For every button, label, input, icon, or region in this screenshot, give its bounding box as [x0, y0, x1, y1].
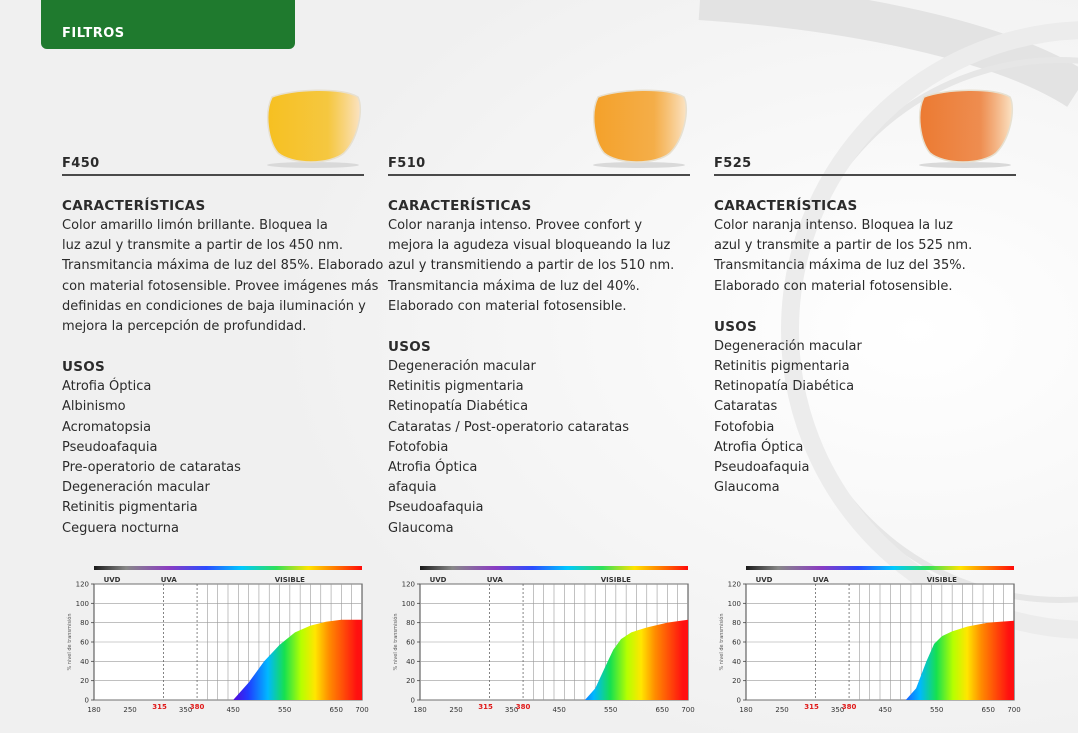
- divider: [62, 174, 364, 176]
- use-item: Retinopatía Diabética: [388, 399, 529, 415]
- filter-card-f525: [714, 0, 1021, 733]
- uses-heading: USOS: [714, 318, 758, 335]
- region-label: VISIBLE: [274, 576, 305, 584]
- y-tick-label: 0: [410, 696, 415, 705]
- uses-heading: USOS: [62, 359, 106, 376]
- x-tick-label: 315: [478, 703, 493, 711]
- use-item: Glaucoma: [388, 520, 454, 536]
- description-line: Color naranja intenso. Bloquea la luz: [714, 218, 953, 233]
- characteristics-heading: CARACTERÍSTICAS: [714, 198, 858, 214]
- y-tick-label: 120: [401, 580, 415, 589]
- x-tick-label: 350: [504, 706, 519, 714]
- region-label: UVA: [486, 576, 503, 584]
- y-axis-label: % nivel de transmisión: [393, 613, 399, 671]
- region-label: VISIBLE: [926, 576, 957, 584]
- filter-card-f450: [62, 0, 384, 733]
- y-tick-label: 100: [401, 599, 415, 608]
- x-tick-label: 550: [278, 706, 292, 714]
- use-item: Retinitis pigmentaria: [714, 359, 850, 375]
- use-item: Atrofia Óptica: [388, 460, 478, 476]
- x-tick-label: 380: [841, 703, 857, 711]
- y-tick-label: 80: [80, 619, 89, 628]
- use-item: Fotofobia: [714, 419, 775, 435]
- description-line: azul y transmitiendo a partir de los 510 nm.: [388, 258, 675, 274]
- description-line: con material fotosensible. Provee imágenes más: [62, 278, 379, 294]
- description-line: mejora la agudeza visual bloqueando la luz: [388, 238, 671, 254]
- x-tick-label: 315: [152, 703, 167, 711]
- use-item: Atrofia Óptica: [62, 379, 152, 395]
- x-tick-label: 700: [355, 706, 369, 714]
- lens-shape: [268, 90, 361, 162]
- y-tick-label: 100: [727, 599, 741, 608]
- use-item: Fotofobia: [388, 439, 449, 455]
- region-label: VISIBLE: [600, 576, 631, 584]
- region-label: UVD: [103, 576, 121, 584]
- x-tick-label: 650: [655, 706, 669, 714]
- x-tick-label: 380: [189, 703, 205, 711]
- y-axis-label: % nivel de transmisión: [719, 613, 725, 671]
- x-tick-label: 700: [681, 706, 695, 714]
- spectrum-bar: [746, 566, 1014, 570]
- description-line: Elaborado con material fotosensible.: [388, 298, 627, 314]
- lens-shape: [594, 90, 687, 162]
- region-label: UVA: [160, 576, 177, 584]
- spectrum-bar: [94, 566, 362, 570]
- y-tick-label: 20: [406, 677, 415, 686]
- description: [714, 216, 1024, 297]
- description-line: definidas en condiciones de baja iluminación y: [62, 298, 366, 314]
- y-tick-label: 40: [406, 657, 415, 666]
- divider: [714, 174, 1016, 176]
- x-tick-label: 650: [329, 706, 343, 714]
- x-tick-label: 180: [413, 706, 427, 714]
- use-item: Albinismo: [62, 399, 126, 415]
- lens-f525-icon: [914, 89, 1016, 169]
- x-tick-label: 315: [804, 703, 819, 711]
- uses-list: [388, 337, 698, 539]
- x-tick-label: 450: [552, 706, 566, 714]
- description-line: azul y transmite a partir de los 525 nm.: [714, 238, 973, 254]
- description-line: Transmitancia máxima de luz del 85%. Elaborado: [62, 258, 384, 274]
- lens-shadow: [919, 162, 1011, 168]
- characteristics-heading: CARACTERÍSTICAS: [62, 198, 206, 214]
- filter-code: F525: [714, 156, 752, 171]
- region-label: UVD: [755, 576, 773, 584]
- description-line: Transmitancia máxima de luz del 40%.: [388, 278, 640, 294]
- use-item: Retinopatía Diabética: [714, 379, 855, 395]
- description-line: Color amarillo limón brillante. Bloquea la: [62, 218, 328, 233]
- description: [62, 216, 384, 337]
- use-item: Atrofia Óptica: [714, 439, 804, 455]
- use-item: Pseudoafaquia: [714, 460, 810, 476]
- description-line: luz azul y transmite a partir de los 450 nm.: [62, 238, 344, 254]
- section-title: FILTROS: [62, 26, 125, 41]
- region-label: UVA: [812, 576, 829, 584]
- use-item: Pre-operatorio de cataratas: [62, 460, 241, 476]
- use-item: Pseudoafaquia: [62, 439, 158, 455]
- use-item: afaquia: [388, 480, 437, 496]
- y-tick-label: 20: [80, 677, 89, 686]
- x-tick-label: 450: [226, 706, 240, 714]
- use-item: Acromatopsia: [62, 419, 152, 435]
- use-item: Retinitis pigmentaria: [62, 500, 198, 516]
- description-line: mejora la percepción de profundidad.: [62, 319, 307, 335]
- uses-list: [714, 317, 1024, 499]
- transmission-chart-f510: [388, 562, 698, 722]
- use-item: Degeneración macular: [62, 480, 210, 496]
- use-item: Degeneración macular: [714, 338, 862, 354]
- use-item: Glaucoma: [714, 480, 780, 496]
- uses-heading: USOS: [388, 339, 432, 356]
- y-tick-label: 60: [406, 638, 415, 647]
- uses-list: [62, 357, 372, 539]
- y-tick-label: 60: [732, 638, 741, 647]
- x-tick-label: 550: [930, 706, 944, 714]
- use-item: Retinitis pigmentaria: [388, 379, 524, 395]
- y-axis-label: % nivel de transmisión: [67, 613, 73, 671]
- y-tick-label: 40: [732, 657, 741, 666]
- y-tick-label: 80: [732, 619, 741, 628]
- description-line: Elaborado con material fotosensible.: [714, 278, 953, 294]
- filter-code: F510: [388, 156, 426, 171]
- x-tick-label: 180: [87, 706, 101, 714]
- y-tick-label: 0: [736, 696, 741, 705]
- lens-f510-icon: [588, 89, 690, 169]
- y-tick-label: 120: [75, 580, 89, 589]
- x-tick-label: 450: [878, 706, 892, 714]
- transmission-chart-f450: [62, 562, 372, 722]
- x-tick-label: 250: [775, 706, 789, 714]
- use-item: Pseudoafaquia: [388, 500, 484, 516]
- y-tick-label: 40: [80, 657, 89, 666]
- filter-code: F450: [62, 156, 100, 171]
- characteristics-heading: CARACTERÍSTICAS: [388, 198, 532, 214]
- spectrum-bar: [420, 566, 688, 570]
- lens-f450-icon: [262, 89, 364, 169]
- description-line: Transmitancia máxima de luz del 35%.: [714, 258, 966, 274]
- x-tick-label: 350: [830, 706, 845, 714]
- y-tick-label: 60: [80, 638, 89, 647]
- lens-shadow: [593, 162, 685, 168]
- x-tick-label: 650: [981, 706, 995, 714]
- region-label: UVD: [429, 576, 447, 584]
- y-tick-label: 0: [84, 696, 89, 705]
- transmission-chart-f525: [714, 562, 1024, 722]
- x-tick-label: 700: [1007, 706, 1021, 714]
- x-tick-label: 250: [449, 706, 463, 714]
- x-tick-label: 380: [515, 703, 531, 711]
- use-item: Ceguera nocturna: [62, 520, 180, 536]
- y-tick-label: 80: [406, 619, 415, 628]
- use-item: Cataratas: [714, 399, 778, 415]
- use-item: Cataratas / Post-operatorio cataratas: [388, 419, 629, 435]
- x-tick-label: 250: [123, 706, 137, 714]
- x-tick-label: 350: [178, 706, 193, 714]
- y-tick-label: 100: [75, 599, 89, 608]
- lens-shape: [920, 90, 1013, 162]
- description-line: Color naranja intenso. Provee confort y: [388, 218, 643, 233]
- use-item: Degeneración macular: [388, 359, 536, 375]
- y-tick-label: 20: [732, 677, 741, 686]
- x-tick-label: 550: [604, 706, 618, 714]
- y-tick-label: 120: [727, 580, 741, 589]
- description: [388, 216, 698, 317]
- divider: [388, 174, 690, 176]
- filter-card-f510: [388, 0, 695, 733]
- x-tick-label: 180: [739, 706, 753, 714]
- lens-shadow: [267, 162, 359, 168]
